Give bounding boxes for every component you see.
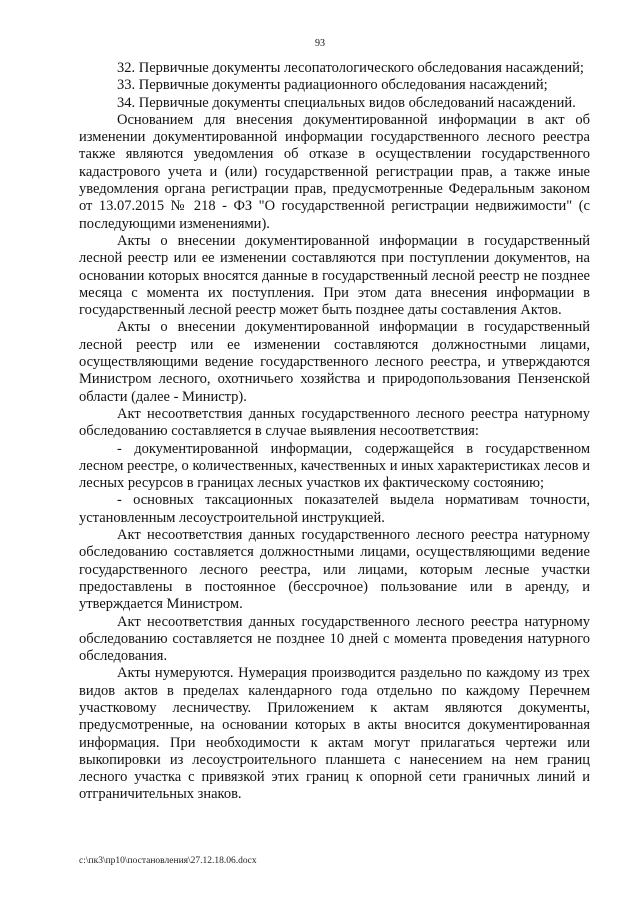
paragraph: - основных таксационных показателей выдела нормативам точности, установленным лесоустроительной инструкцией.: [79, 492, 590, 526]
paragraph: Акт несоответствия данных государственного лесного реестра натурному обследованию составляется не позднее 10 дней с момента проведения натурного обследования.: [79, 613, 590, 665]
list-item: 33. Первичные документы радиационного обследования насаждений;: [117, 77, 548, 94]
page-number: 93: [315, 38, 325, 49]
paragraph: Основанием для внесения документированной информации в акт об изменении документированной информации государственного лесного реестра также являются уведомления об отказе в осуществлении государственного кадастрового учета и (или) государственной регистрации прав, а также иные уведомления органа регистрации прав, предусмотренные Федеральным законом от 13.07.2015 № 218 - ФЗ "О государственной регистрации недвижимости" (с последующими изменениями).: [79, 111, 590, 232]
paragraph: Акты о внесении документированной информации в государственный лесной реестр или ее изменении составляются должностными лицами, осуществляющими ведение государственного лесного реестра, и утверждаются Министром лесного, охотничьего хозяйства и природопользования Пензенской области (далее - Министр).: [79, 319, 590, 405]
paragraph: Акты нумеруются. Нумерация производится раздельно по каждому из трех видов актов в пределах календарного года отдельно по каждому Перечнем участковому лесничеству. Приложением к актам являются документы, предусмотренные, на основании которых в акты вносится документированная информация. При необходимости к актам могут прилагаться чертежи или выкопировки из лесоустроительного планшета с нанесением на нем границ лесного участка с привязкой этих границ к опорной сети граничных линий и отграничительных знаков.: [79, 665, 590, 803]
list-item: 34. Первичные документы специальных видов обследований насаждений.: [117, 94, 576, 111]
paragraph: Акт несоответствия данных государственного лесного реестра натурному обследованию составляется должностными лицами, осуществляющими ведение государственного лесного реестра, или лицами, которым лесные участки предоставлены в постоянное (бессрочное) пользование или в аренду, и утверждается Министром.: [79, 527, 590, 613]
paragraph: - документированной информации, содержащейся в государственном лесном реестре, о количественных, качественных и иных характеристиках лесов и лесных ресурсов в границах лесных участков их фактическому состоянию;: [79, 440, 590, 492]
paragraph: Акты о внесении документированной информации в государственный лесной реестр или ее изменении составляются при поступлении документов, на основании которых вносятся данные в государственный лесной реестр не позднее месяца с момента их поступления. При этом дата внесения информации в государственный лесной реестр может быть позднее даты составления Актов.: [79, 232, 590, 319]
document-body: [79, 60, 590, 804]
paragraph: Акт несоответствия данных государственного лесного реестра натурному обследованию составляется в случае выявления несоответствия:: [79, 405, 590, 440]
footer-file-path: c:\пк3\пр10\постановления\27.12.18.06.docx: [79, 856, 257, 866]
list-item: 32. Первичные документы лесопатологического обследования насаждений;: [117, 60, 584, 76]
